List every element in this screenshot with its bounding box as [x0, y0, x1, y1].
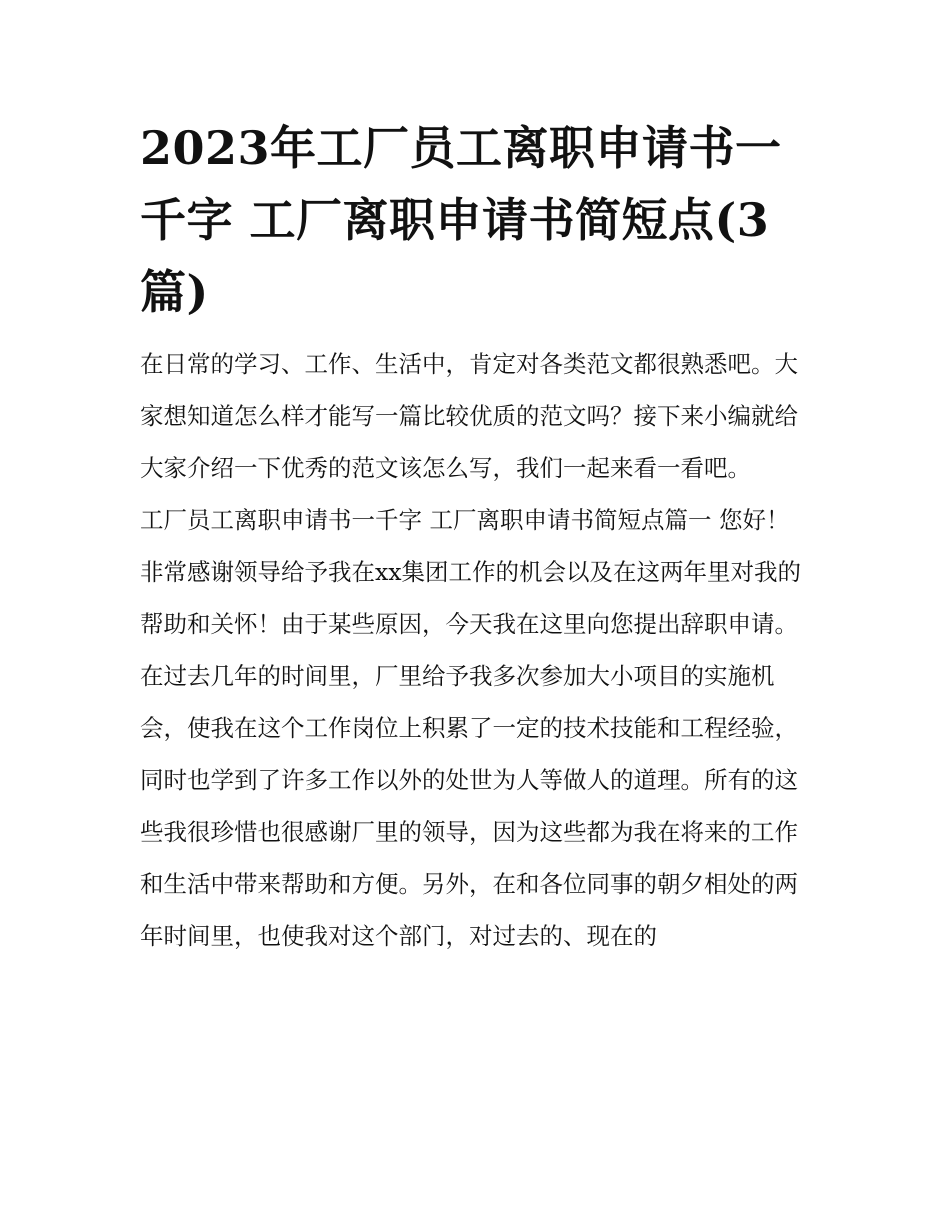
document-body — [140, 338, 812, 962]
document-title: 2023年工厂员工离职申请书一千字 工厂离职申请书简短点(3篇) — [140, 121, 782, 319]
thanks-paragraph: 非常感谢领导给予我在xx集团工作的机会以及在这两年里对我的帮助和关怀！由于某些原因，今天我在这里向您提出辞职申请。 — [140, 558, 802, 638]
intro-paragraph: 在日常的学习、工作、生活中，肯定对各类范文都很熟悉吧。大家想知道怎么样才能写一篇比较优质的范文吗？接下来小编就给大家介绍一下优秀的范文该怎么写，我们一起来看一看吧。 — [140, 350, 798, 482]
document-page — [140, 112, 812, 962]
experience-paragraph: 在过去几年的时间里，厂里给予我多次参加大小项目的实施机会，使我在这个工作岗位上积累了一定的技术技能和工程经验，同时也学到了许多工作以外的处世为人等做人的道理。所有的这些我很珍惜也很感谢厂里的领导，因为这些都为我在将来的工作和生活中带来帮助和方便。另外，在和各位同事的朝夕相处的两年时间里，也使我对这个部门，对过去的、现在的 — [140, 662, 798, 950]
section-heading-paragraph: 工厂员工离职申请书一千字 工厂离职申请书简短点篇一 您好！ — [140, 506, 790, 534]
